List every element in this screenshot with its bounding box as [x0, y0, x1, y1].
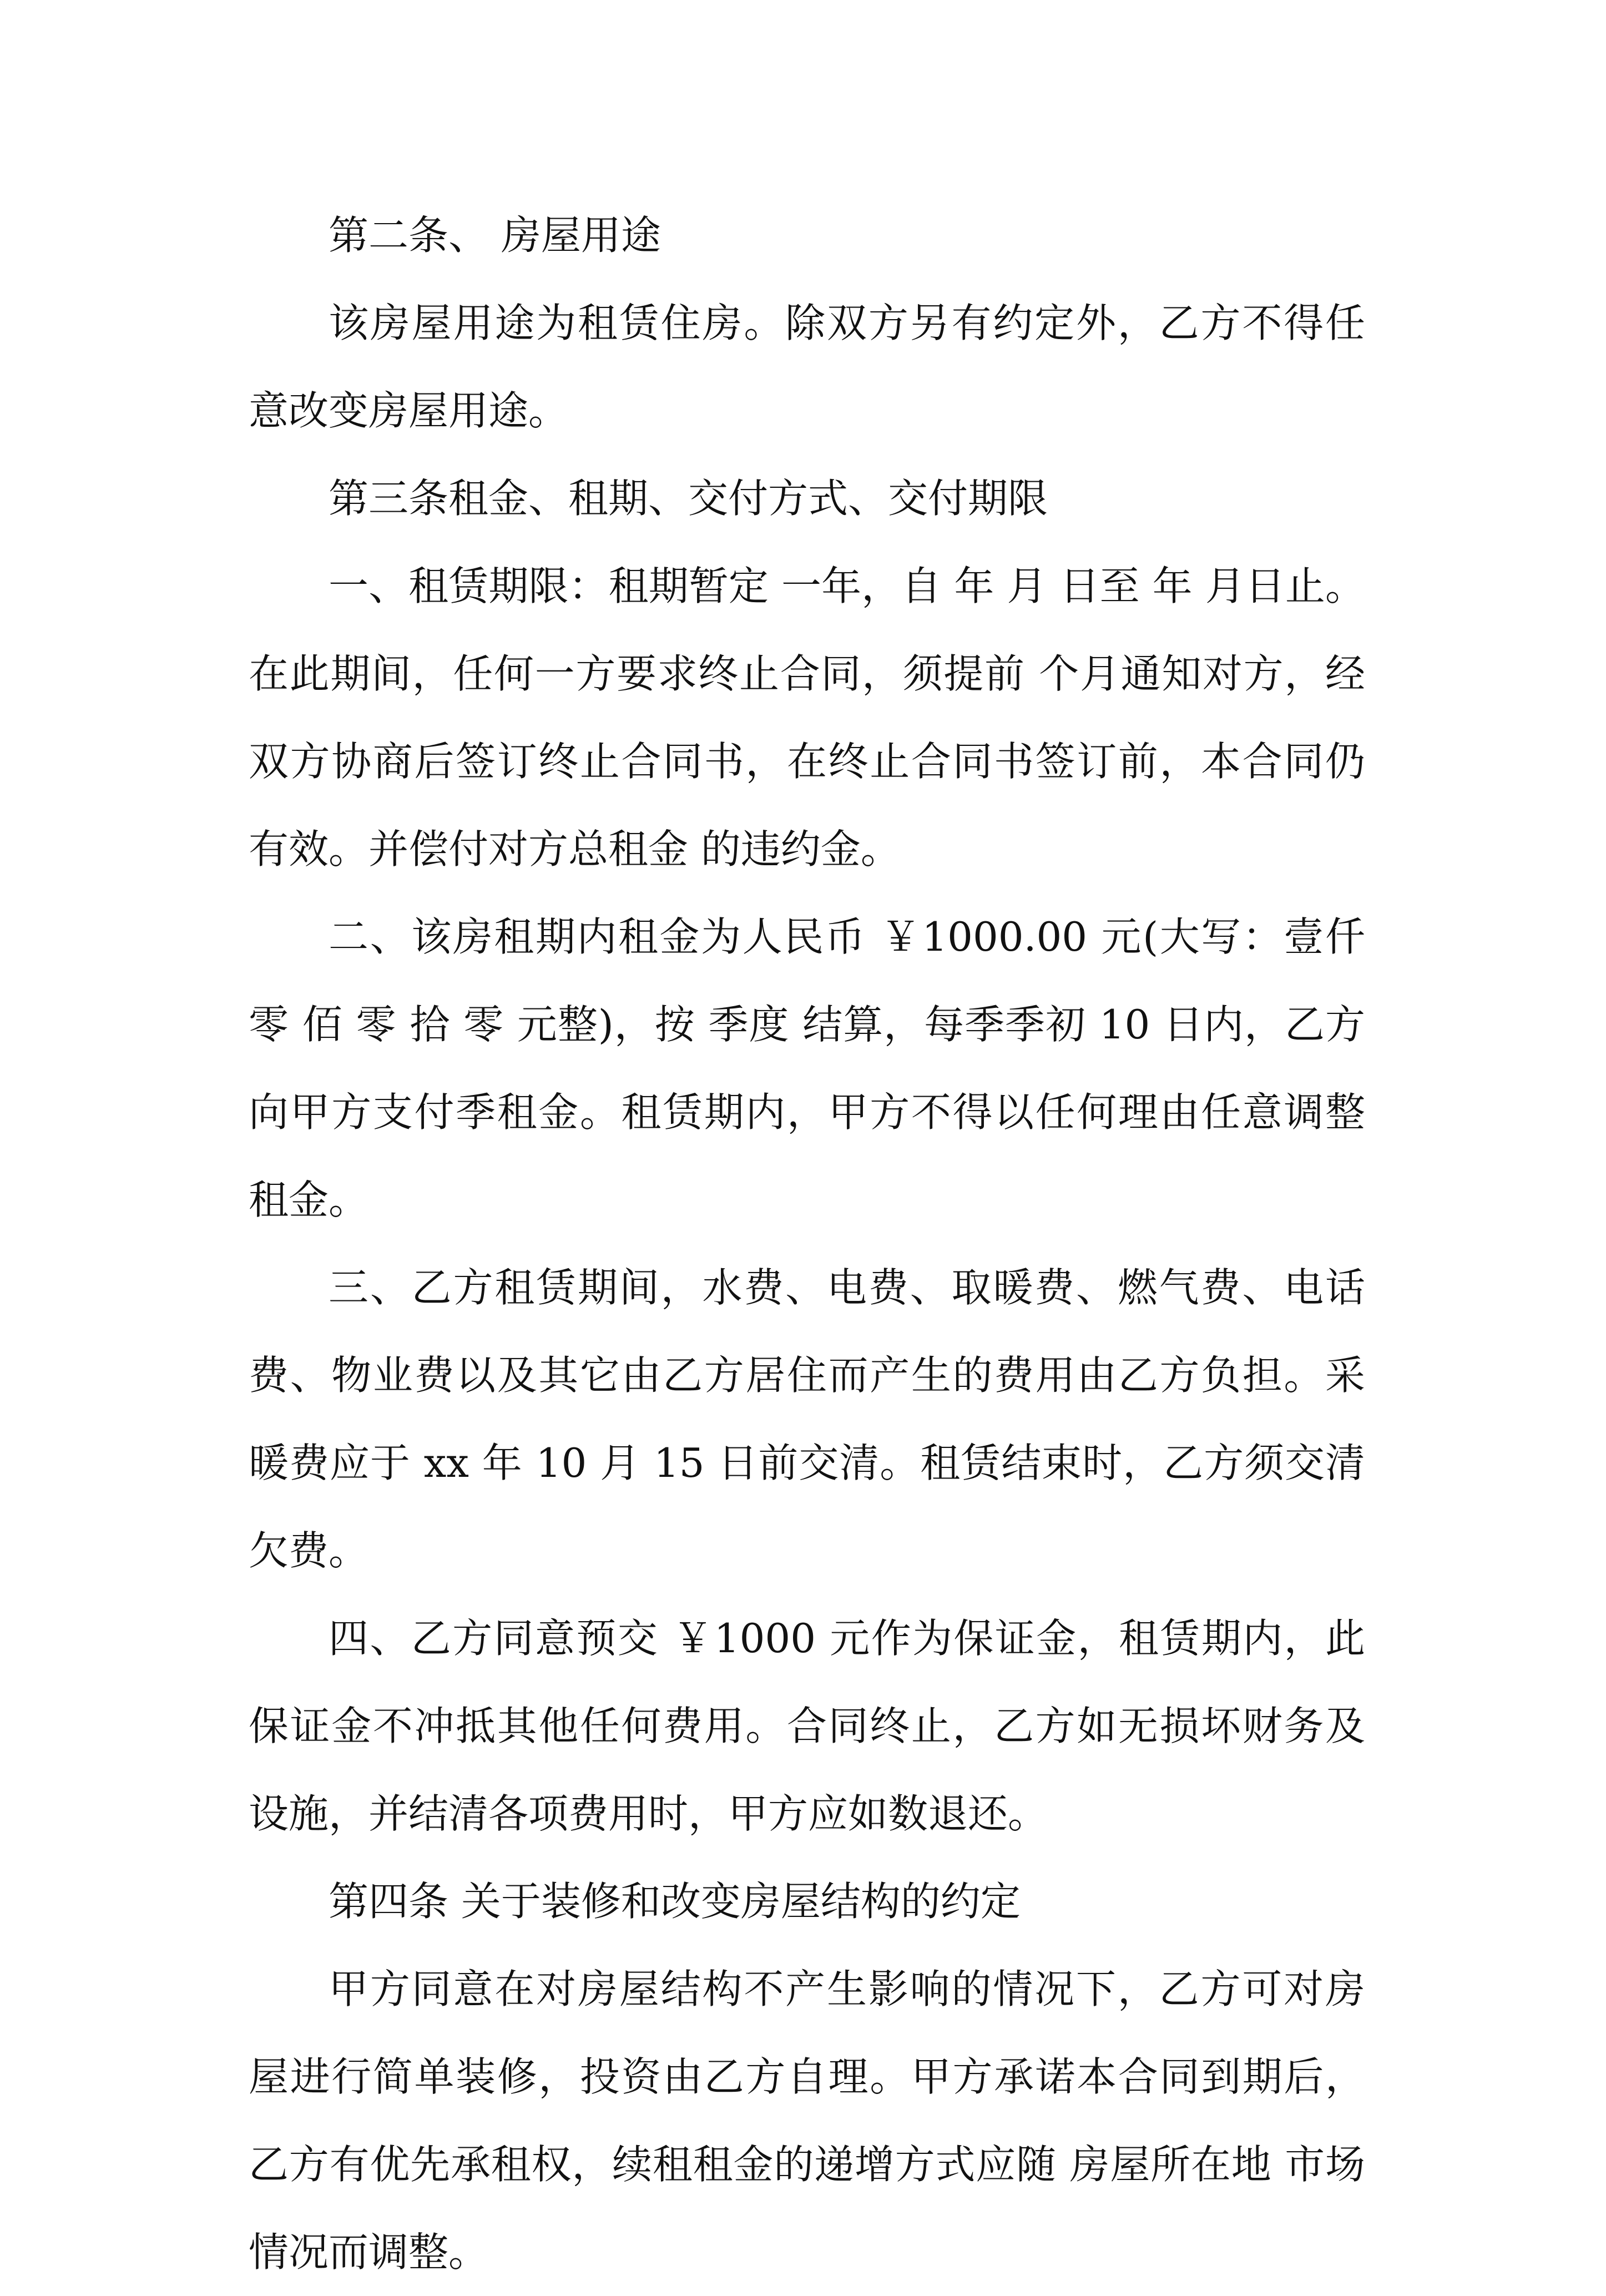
- article-4-body: 甲方同意在对房屋结构不产生影响的情况下，乙方可对房屋进行简单装修，投资由乙方自理。甲方承诺本合同到期后，乙方有优先承租权，续租租金的递增方式应随 房屋所在地 市场情况而调整。: [249, 1966, 1365, 2275]
- article-3-clause-3: 三、乙方租赁期间，水费、电费、取暖费、燃气费、电话费、物业费以及其它由乙方居住而产生的费用由乙方负担。采暖费应于 xx 年 10 月 15 日前交清。租赁结束时，乙方须交清欠费。: [249, 1264, 1365, 1574]
- article-4-heading: 第四条 关于装修和改变房屋结构的约定: [329, 1878, 1021, 1925]
- contract-body: [249, 191, 1365, 2296]
- article-3-heading: 第三条租金、租期、交付方式、交付期限: [329, 475, 1048, 522]
- article-3-clause-1: 一、租赁期限：租期暂定 一年，自 年 月 日至 年 月日止。在此期间，任何一方要求终止合同，须提前 个月通知对方，经双方协商后签订终止合同书，在终止合同书签订前，本合同仍有效。并偿付对方总租金 的违约金。: [249, 563, 1365, 872]
- article-2-body: 该房屋用途为租赁住房。除双方另有约定外，乙方不得任意改变房屋用途。: [249, 300, 1365, 434]
- article-3-clause-4: 四、乙方同意预交 ￥1000 元作为保证金，租赁期内，此保证金不冲抵其他任何费用。合同终止，乙方如无损坏财务及设施，并结清各项费用时，甲方应如数退还。: [249, 1615, 1365, 1837]
- article-2-heading: 第二条、 房屋用途: [329, 212, 661, 259]
- article-3-clause-2: 二、该房租期内租金为人民币 ￥1000.00 元(大写：壹仟 零 佰 零 拾 零 元整)，按 季度 结算，每季季初 10 日内，乙方向甲方支付季租金。租赁期内，甲方不得以任何理由任意调整租金。: [249, 914, 1365, 1223]
